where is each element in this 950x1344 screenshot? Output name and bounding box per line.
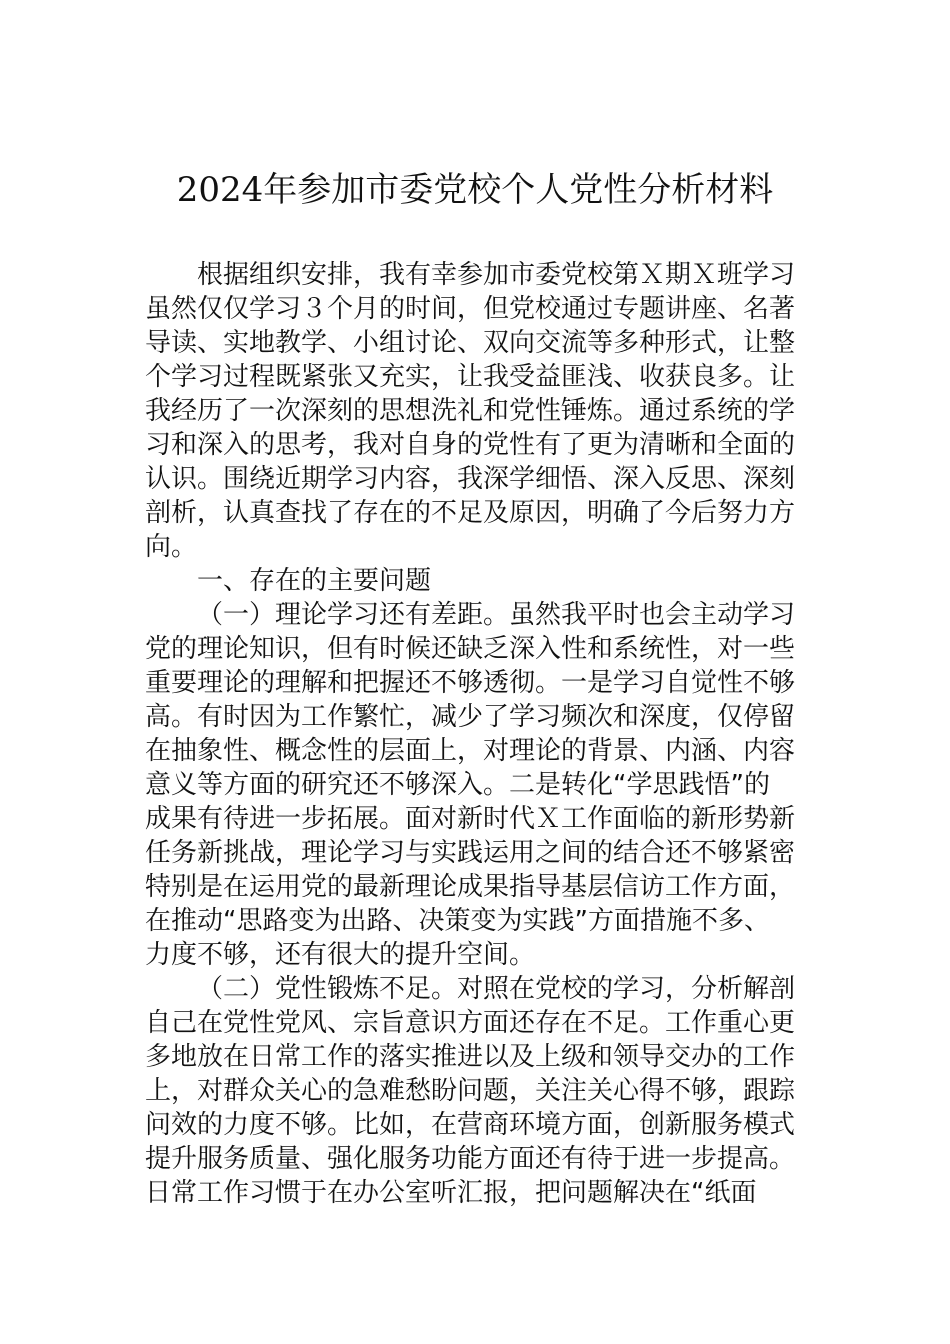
text-line: 重要理论的理解和把握还不够透彻。一是学习自觉性不够	[145, 668, 796, 698]
text-line: 根据组织安排，我有幸参加市委党校第Ｘ期Ｘ班学习	[197, 260, 796, 290]
text-line: 问效的力度不够。比如，在营商环境方面，创新服务模式	[145, 1110, 796, 1140]
text-line: 多地放在日常工作的落实推进以及上级和领导交办的工作	[145, 1042, 796, 1072]
text-line: 虽然仅仅学习３个月的时间，但党校通过专题讲座、名著	[145, 294, 796, 324]
text-line: 上，对群众关心的急难愁盼问题，关注关心得不够，跟踪	[145, 1076, 796, 1106]
text-line: 剖析，认真查找了存在的不足及原因，明确了今后努力方	[145, 498, 796, 528]
text-line: 成果有待进一步拓展。面对新时代Ｘ工作面临的新形势新	[145, 804, 796, 834]
text-line: 任务新挑战，理论学习与实践运用之间的结合还不够紧密	[145, 838, 796, 868]
text-line: 日常工作习惯于在办公室听汇报，把问题解决在“纸面	[145, 1178, 757, 1208]
text-line: 我经历了一次深刻的思想洗礼和党性锤炼。通过系统的学	[145, 396, 796, 426]
document-body	[145, 258, 810, 1210]
text-line: 意义等方面的研究还不够深入。二是转化“学思践悟”的	[145, 770, 770, 800]
text-line: 提升服务质量、强化服务功能方面还有待于进一步提高。	[145, 1144, 796, 1174]
text-line: 高。有时因为工作繁忙，减少了学习频次和深度，仅停留	[145, 702, 796, 732]
text-line: （二）党性锻炼不足。对照在党校的学习，分析解剖	[197, 974, 796, 1004]
text-line: 自己在党性党风、宗旨意识方面还存在不足。工作重心更	[145, 1008, 796, 1038]
text-line: 习和深入的思考，我对自身的党性有了更为清晰和全面的	[145, 430, 796, 460]
text-line: 在推动“思路变为出路、决策变为实践”方面措施不多、	[145, 906, 770, 936]
document-title: 2024年参加市委党校个人党性分析材料	[176, 170, 774, 210]
text-line: 在抽象性、概念性的层面上，对理论的背景、内涵、内容	[145, 736, 796, 766]
text-line: 个学习过程既紧张又充实，让我受益匪浅、收获良多。让	[145, 362, 796, 392]
text-line: 特别是在运用党的最新理论成果指导基层信访工作方面，	[145, 872, 796, 902]
text-line: 向。	[145, 532, 198, 562]
text-line: 一、存在的主要问题	[197, 566, 432, 596]
text-line: 导读、实地教学、小组讨论、双向交流等多种形式，让整	[145, 328, 796, 358]
text-line: （一）理论学习还有差距。虽然我平时也会主动学习	[197, 600, 796, 630]
text-line: 力度不够，还有很大的提升空间。	[145, 940, 536, 970]
text-line: 党的理论知识，但有时候还缺乏深入性和系统性，对一些	[145, 634, 796, 664]
text-line: 认识。围绕近期学习内容，我深学细悟、深入反思、深刻	[145, 464, 796, 494]
